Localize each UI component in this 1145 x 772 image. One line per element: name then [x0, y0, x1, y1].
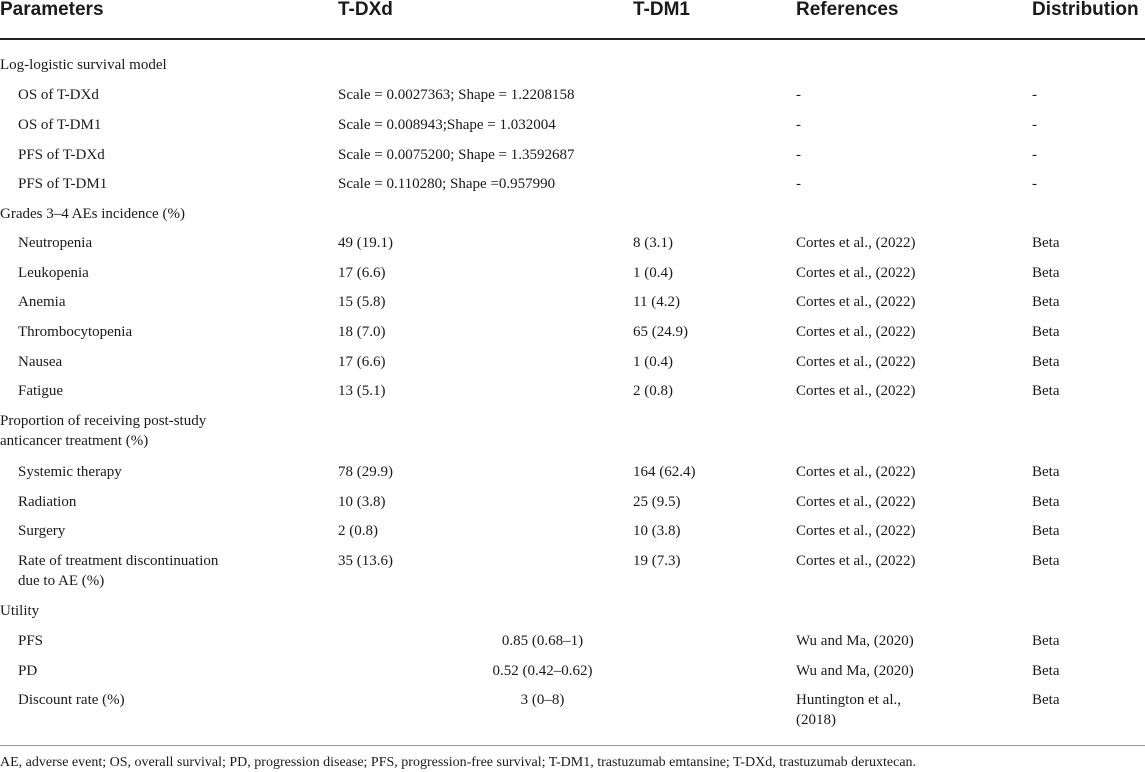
parameter-label: Rate of treatment discontinuation: [18, 553, 219, 569]
reference: Cortes et al., (2022): [796, 464, 916, 480]
reference: Cortes et al., (2022): [796, 383, 916, 399]
reference: Cortes et al., (2022): [796, 553, 916, 569]
tdm1-value: 19 (7.3): [633, 553, 681, 569]
parameter-label: PFS: [18, 633, 44, 649]
footnote: AE, adverse event; OS, overall survival; PD, progression disease; PFS, progression-free survival; T-DM1, trastuzumab emtansine; T-DXd, trastuzumab deruxtecan.: [0, 755, 917, 770]
distribution: Beta: [1032, 523, 1060, 539]
tdm1-value: 2 (0.8): [633, 383, 673, 399]
distribution: -: [1032, 147, 1037, 163]
tdxd-value: 13 (5.1): [338, 383, 386, 399]
distribution: Beta: [1032, 354, 1060, 370]
reference: Huntington et al.,: [796, 692, 901, 708]
reference: -: [796, 117, 801, 133]
reference: Cortes et al., (2022): [796, 523, 916, 539]
parameter-label: Systemic therapy: [18, 464, 122, 480]
distribution: -: [1032, 176, 1037, 192]
reference: -: [796, 147, 801, 163]
parameter-label: Radiation: [18, 494, 77, 510]
merged-value: 0.52 (0.42–0.62): [492, 663, 593, 679]
header-distribution: Distribution: [1032, 0, 1139, 20]
reference: Wu and Ma, (2020): [796, 633, 914, 649]
parameter-label: Thrombocytopenia: [18, 324, 133, 340]
parameter-label: Surgery: [18, 523, 66, 539]
tdxd-value: 49 (19.1): [338, 235, 393, 251]
tdm1-value: 8 (3.1): [633, 235, 673, 251]
reference: Cortes et al., (2022): [796, 324, 916, 340]
merged-value: 3 (0–8): [520, 692, 565, 708]
distribution: Beta: [1032, 294, 1060, 310]
parameter-label: Discount rate (%): [18, 692, 125, 708]
section-label: Proportion of receiving post-study: [0, 413, 207, 429]
parameter-label: OS of T-DXd: [18, 87, 99, 103]
tdxd-value: Scale = 0.0075200; Shape = 1.3592687: [338, 147, 575, 163]
parameter-label: Nausea: [18, 354, 63, 370]
section-label: Log-logistic survival model: [0, 57, 167, 73]
parameter-label: PD: [18, 663, 38, 679]
tdm1-value: 1 (0.4): [633, 354, 673, 370]
parameter-label: Neutropenia: [18, 235, 93, 251]
reference: Cortes et al., (2022): [796, 265, 916, 281]
tdxd-value: 10 (3.8): [338, 494, 386, 510]
section-label-line2: anticancer treatment (%): [0, 433, 149, 449]
parameter-label: Anemia: [18, 294, 66, 310]
tdxd-value: 18 (7.0): [338, 324, 386, 340]
bottom-rule: [0, 745, 1145, 746]
tdm1-value: 164 (62.4): [633, 464, 696, 480]
distribution: Beta: [1032, 633, 1060, 649]
tdxd-value: 2 (0.8): [338, 523, 378, 539]
tdxd-value: 78 (29.9): [338, 464, 393, 480]
parameter-label-line2: due to AE (%): [18, 573, 105, 589]
tdm1-value: 1 (0.4): [633, 265, 673, 281]
parameter-label: OS of T-DM1: [18, 117, 102, 133]
reference: Wu and Ma, (2020): [796, 663, 914, 679]
tdxd-value: 35 (13.6): [338, 553, 393, 569]
tdxd-value: 17 (6.6): [338, 354, 386, 370]
parameter-label: PFS of T-DXd: [18, 147, 105, 163]
distribution: -: [1032, 117, 1037, 133]
header-parameters: Parameters: [0, 0, 104, 20]
distribution: Beta: [1032, 553, 1060, 569]
table-header: [0, 0, 1145, 40]
tdxd-value: Scale = 0.110280; Shape =0.957990: [338, 176, 556, 192]
distribution: -: [1032, 87, 1037, 103]
distribution: Beta: [1032, 324, 1060, 340]
distribution: Beta: [1032, 494, 1060, 510]
tdm1-value: 25 (9.5): [633, 494, 681, 510]
header-references: References: [796, 0, 899, 20]
tdm1-value: 11 (4.2): [633, 294, 680, 310]
distribution: Beta: [1032, 383, 1060, 399]
distribution: Beta: [1032, 464, 1060, 480]
merged-value: 0.85 (0.68–1): [501, 633, 584, 649]
section-label: Grades 3–4 AEs incidence (%): [0, 206, 185, 222]
parameter-label: Leukopenia: [18, 265, 89, 281]
reference: Cortes et al., (2022): [796, 294, 916, 310]
section-label: Utility: [0, 603, 40, 619]
distribution: Beta: [1032, 692, 1060, 708]
parameter-label: PFS of T-DM1: [18, 176, 108, 192]
reference-line2: (2018): [796, 712, 836, 728]
header-tdxd: T-DXd: [338, 0, 393, 20]
tdm1-value: 65 (24.9): [633, 324, 688, 340]
reference: Cortes et al., (2022): [796, 354, 916, 370]
distribution: Beta: [1032, 235, 1060, 251]
distribution: Beta: [1032, 663, 1060, 679]
reference: -: [796, 176, 801, 192]
tdm1-value: 10 (3.8): [633, 523, 681, 539]
header-tdm1: T-DM1: [633, 0, 690, 20]
distribution: Beta: [1032, 265, 1060, 281]
tdxd-value: Scale = 0.0027363; Shape = 1.2208158: [338, 87, 575, 103]
parameter-label: Fatigue: [18, 383, 63, 399]
tdxd-value: 17 (6.6): [338, 265, 386, 281]
tdxd-value: Scale = 0.008943;Shape = 1.032004: [338, 117, 556, 133]
reference: Cortes et al., (2022): [796, 235, 916, 251]
reference: -: [796, 87, 801, 103]
tdxd-value: 15 (5.8): [338, 294, 386, 310]
reference: Cortes et al., (2022): [796, 494, 916, 510]
